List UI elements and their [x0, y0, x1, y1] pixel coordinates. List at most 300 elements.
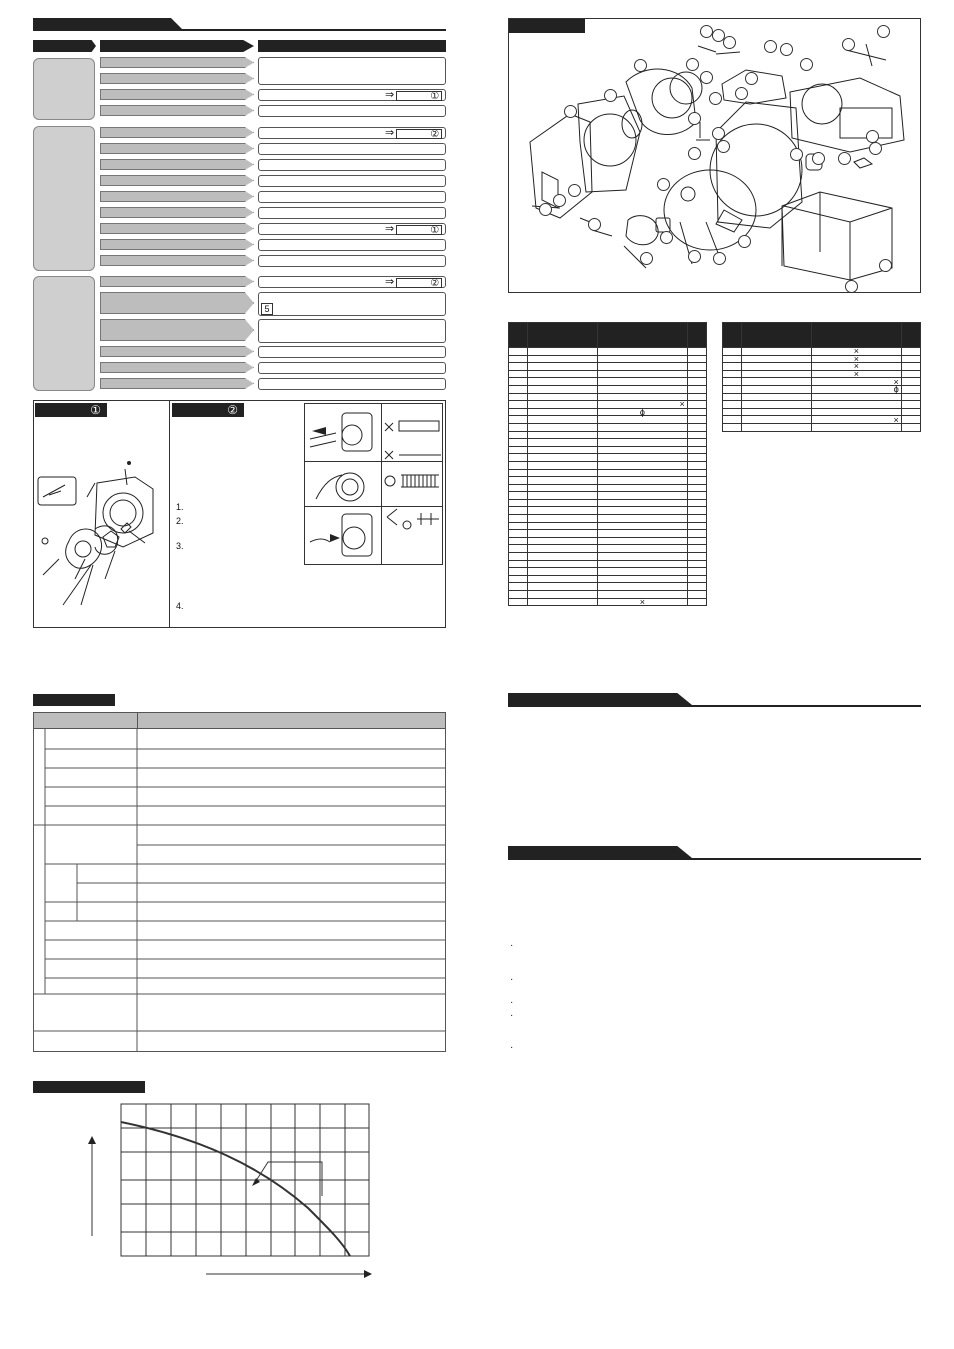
table-cell: [687, 393, 706, 401]
step-2: 2.: [176, 516, 184, 526]
table-cell: [597, 515, 687, 523]
column-header-remedy: [258, 40, 446, 52]
table-cell: [528, 469, 598, 477]
table-cell: [687, 507, 706, 515]
reference-pointer: [385, 277, 442, 288]
remedy-box: [258, 57, 446, 85]
panel-2-number: ②: [227, 403, 238, 417]
parts-table-left: [508, 322, 707, 606]
table-cell: [509, 469, 528, 477]
table-cell: [687, 537, 706, 545]
table-cell: [901, 363, 920, 371]
table-cell: [509, 575, 528, 583]
part-callout: [709, 92, 722, 105]
part-callout: [790, 148, 803, 161]
table-cell: [687, 408, 706, 416]
cause-label: [100, 378, 254, 389]
table-cell: [528, 598, 598, 606]
part-callout: [564, 105, 577, 118]
table-cell: [597, 492, 687, 500]
table-cell: [509, 583, 528, 591]
table-cell: [597, 423, 687, 431]
cause-label: [100, 362, 254, 373]
part-callout: [568, 184, 581, 197]
arrow-right-icon: ⇒: [385, 276, 395, 288]
panel-2-header: [172, 403, 244, 417]
table-cell: [742, 423, 812, 431]
table-cell: [687, 461, 706, 469]
table-cell: [509, 484, 528, 492]
table-cell: [597, 385, 687, 393]
table-cell: ×: [811, 348, 901, 356]
remedy-box: [258, 292, 446, 316]
table-cell: [509, 507, 528, 515]
part-callout: [588, 218, 601, 231]
col-header: [687, 323, 706, 348]
table-cell: [597, 499, 687, 507]
part-callout: [712, 127, 725, 140]
part-callout: [713, 252, 726, 265]
table-cell: [687, 568, 706, 576]
cause-label: [100, 276, 254, 287]
parts-table-right: [722, 322, 921, 432]
table-cell: [528, 393, 598, 401]
table-cell: ×: [811, 363, 901, 371]
table-cell: [687, 431, 706, 439]
table-cell: [687, 416, 706, 424]
table-cell: [597, 348, 687, 356]
cause-label: [100, 159, 254, 170]
part-callout: [800, 58, 813, 71]
table-cell: ×: [811, 355, 901, 363]
part-callout: [845, 280, 858, 293]
arrow-right-icon: ⇒: [385, 127, 395, 139]
table-cell: [528, 477, 598, 485]
bullet: ·: [510, 997, 514, 1008]
table-cell: [509, 545, 528, 553]
table-cell: [687, 355, 706, 363]
table-cell: [509, 378, 528, 386]
part-callout: [686, 58, 699, 71]
table-cell: [901, 348, 920, 356]
part-callout: [688, 250, 701, 263]
spec-table-head-divider: [137, 712, 138, 729]
part-callout: [660, 231, 673, 244]
part-callout: [688, 112, 701, 125]
table-cell: [687, 492, 706, 500]
table-cell: [528, 431, 598, 439]
table-cell: [811, 393, 901, 401]
table-cell: ×: [811, 378, 901, 386]
table-cell: [528, 507, 598, 515]
table-cell: [811, 423, 901, 431]
table-cell: [509, 446, 528, 454]
table-cell: [509, 423, 528, 431]
table-cell: [687, 575, 706, 583]
part-callout: [700, 71, 713, 84]
table-cell: [509, 477, 528, 485]
table-cell: [687, 591, 706, 599]
part-callout: [812, 152, 825, 165]
table-cell: [528, 408, 598, 416]
part-callout: [838, 152, 851, 165]
table-cell: [509, 461, 528, 469]
part-callout: [879, 259, 892, 272]
table-cell: [597, 363, 687, 371]
cause-label: [100, 223, 254, 234]
table-cell: [528, 545, 598, 553]
table-cell: [509, 515, 528, 523]
table-cell: [742, 393, 812, 401]
table-cell: [528, 515, 598, 523]
performance-curve-chart: [80, 1096, 380, 1288]
table-cell: [528, 423, 598, 431]
col-header: [723, 323, 742, 348]
remedy-box: [258, 143, 446, 155]
table-cell: [597, 484, 687, 492]
table-cell: [597, 393, 687, 401]
table-cell: [687, 446, 706, 454]
part-callout: [553, 194, 566, 207]
table-cell: [528, 355, 598, 363]
reference-number: ②: [396, 129, 442, 139]
table-cell: [528, 499, 598, 507]
table-cell: [901, 393, 920, 401]
table-cell: [528, 537, 598, 545]
table-cell: [597, 469, 687, 477]
table-cell: [901, 370, 920, 378]
table-cell: [528, 568, 598, 576]
table-cell: [742, 370, 812, 378]
table-cell: [723, 355, 742, 363]
bullet: ·: [510, 940, 514, 951]
table-cell: [597, 537, 687, 545]
table-cell: [811, 401, 901, 409]
table-cell: [687, 583, 706, 591]
table-cell: [528, 530, 598, 538]
table-cell: [528, 553, 598, 561]
cap-removal-photo: [306, 463, 380, 505]
table-cell: [723, 363, 742, 371]
table-cell: [528, 416, 598, 424]
table-cell: [597, 568, 687, 576]
table-cell: [509, 530, 528, 538]
col-header: [528, 323, 598, 348]
remedy-box: [258, 207, 446, 219]
remedy-box: [258, 255, 446, 267]
table-cell: [597, 553, 687, 561]
table-cell: [742, 355, 812, 363]
cause-label: [100, 127, 254, 138]
part-callout: [723, 36, 736, 49]
step-4: 4.: [176, 601, 184, 611]
table-cell: [687, 522, 706, 530]
table-cell: [687, 553, 706, 561]
table-cell: [509, 537, 528, 545]
column-header-symptom: [33, 40, 96, 52]
part-callout: [604, 89, 617, 102]
cause-label: [100, 346, 254, 357]
remedy-box: [258, 362, 446, 374]
table-cell: [597, 461, 687, 469]
table-cell: ϕ: [811, 385, 901, 393]
table-cell: [742, 378, 812, 386]
table-cell: [687, 469, 706, 477]
table-cell: [509, 431, 528, 439]
table-cell: [742, 363, 812, 371]
col-header: [742, 323, 812, 348]
remedy-box: [258, 159, 446, 171]
table-cell: [528, 378, 598, 386]
table-cell: [742, 408, 812, 416]
table-cell: [687, 499, 706, 507]
table-cell: [509, 370, 528, 378]
part-callout: [866, 130, 879, 143]
cause-label: [100, 239, 254, 250]
table-cell: [509, 568, 528, 576]
table-cell: [509, 439, 528, 447]
part-callout: [780, 43, 793, 56]
table-cell: [687, 477, 706, 485]
column-header-cause: [100, 40, 254, 52]
performance-curve-header: [33, 1081, 145, 1093]
table-cell: [901, 385, 920, 393]
table-cell: [528, 522, 598, 530]
panel-1-header: [35, 403, 107, 417]
table-cell: [509, 553, 528, 561]
table-cell: [528, 575, 598, 583]
table-cell: [597, 583, 687, 591]
table-cell: [901, 401, 920, 409]
table-cell: [528, 461, 598, 469]
remedy-box: [258, 175, 446, 187]
bullet: ·: [510, 1010, 514, 1021]
table-cell: [509, 560, 528, 568]
spec-table-head: [33, 712, 446, 729]
col-header: [811, 323, 901, 348]
table-cell: [687, 454, 706, 462]
table-cell: [687, 560, 706, 568]
table-cell: [528, 439, 598, 447]
table-cell: [528, 484, 598, 492]
specifications-header: [33, 694, 115, 706]
table-cell: [901, 423, 920, 431]
table-cell: [597, 431, 687, 439]
table-cell: [528, 370, 598, 378]
table-cell: [528, 560, 598, 568]
bullet: ·: [510, 1042, 514, 1053]
table-cell: [597, 530, 687, 538]
table-cell: [509, 522, 528, 530]
table-cell: [597, 575, 687, 583]
reference-number: ①: [396, 225, 442, 235]
table-cell: [528, 401, 598, 409]
reference-number: ②: [396, 278, 442, 288]
inline-reference-box: 5: [261, 303, 273, 315]
table-cell: [723, 378, 742, 386]
table-cell: [509, 454, 528, 462]
table-cell: [723, 393, 742, 401]
arrow-right-icon: ⇒: [385, 89, 395, 101]
part-callout: [657, 178, 670, 191]
reference-number: ①: [396, 91, 442, 101]
table-cell: [687, 598, 706, 606]
table-cell: [509, 408, 528, 416]
table-cell: [509, 591, 528, 599]
table-cell: [687, 348, 706, 356]
priming-fill-photo: [306, 508, 380, 564]
cause-label: [100, 191, 254, 202]
table-cell: [901, 378, 920, 386]
table-cell: [901, 355, 920, 363]
table-cell: [509, 598, 528, 606]
table-cell: [528, 385, 598, 393]
part-callout: [634, 59, 647, 72]
symptom-group-1: [33, 58, 95, 120]
table-cell: [597, 507, 687, 515]
part-callout: [539, 203, 552, 216]
table-cell: [723, 423, 742, 431]
table-cell: [528, 583, 598, 591]
part-callout: [842, 38, 855, 51]
table-cell: [723, 416, 742, 424]
remedy-box: [258, 191, 446, 203]
part-callout: [717, 140, 730, 153]
table-cell: [509, 363, 528, 371]
table-cell: ×: [597, 598, 687, 606]
table-cell: [687, 363, 706, 371]
table-cell: [509, 416, 528, 424]
table-cell: [597, 454, 687, 462]
exploded-parts-diagram: [520, 22, 910, 290]
table-cell: [528, 446, 598, 454]
cause-label: [100, 207, 254, 218]
part-callout: [869, 142, 882, 155]
symptom-group-3: [33, 276, 95, 391]
table-cell: ϕ: [597, 408, 687, 416]
table-cell: [901, 416, 920, 424]
table-cell: ×: [811, 370, 901, 378]
table-cell: [597, 477, 687, 485]
part-callout: [738, 235, 751, 248]
table-cell: [723, 385, 742, 393]
table-cell: [597, 522, 687, 530]
table-cell: [597, 370, 687, 378]
table-cell: ×: [811, 416, 901, 424]
table-cell: ×: [597, 401, 687, 409]
table-cell: [687, 484, 706, 492]
table-cell: [723, 348, 742, 356]
table-cell: [901, 408, 920, 416]
table-cell: [723, 401, 742, 409]
remedy-box: [258, 319, 446, 343]
grid-divider: [381, 403, 382, 565]
symptom-group-2: [33, 126, 95, 271]
table-cell: [723, 408, 742, 416]
col-header: [597, 323, 687, 348]
table-cell: [687, 401, 706, 409]
section-header-notes: [508, 846, 692, 858]
part-callout: [735, 87, 748, 100]
table-cell: [528, 363, 598, 371]
table-cell: [597, 378, 687, 386]
table-cell: [687, 385, 706, 393]
section-header-rule: [508, 858, 921, 860]
table-cell: [687, 439, 706, 447]
pump-disassembly-illustration: [35, 455, 165, 615]
table-cell: [528, 492, 598, 500]
table-cell: [742, 348, 812, 356]
table-cell: [597, 446, 687, 454]
hose-removal-photo: [306, 405, 380, 459]
step-1: 1.: [176, 502, 184, 512]
table-cell: [597, 560, 687, 568]
part-callout: [688, 147, 701, 160]
reference-pointer: [385, 224, 442, 235]
arrow-right-icon: ⇒: [385, 223, 395, 235]
table-cell: [597, 439, 687, 447]
table-cell: [509, 401, 528, 409]
table-cell: [687, 423, 706, 431]
table-cell: [742, 401, 812, 409]
part-callout: [745, 72, 758, 85]
col-header: [509, 323, 528, 348]
table-cell: [509, 348, 528, 356]
panel-1-number: ①: [90, 403, 101, 417]
hose-type-icons: [383, 405, 443, 563]
remedy-box: [258, 105, 446, 117]
cause-label: [100, 292, 254, 314]
table-cell: [687, 515, 706, 523]
reference-pointer: [385, 90, 442, 101]
cause-label: [100, 73, 254, 84]
table-cell: [528, 348, 598, 356]
table-cell: [687, 530, 706, 538]
table-cell: [509, 499, 528, 507]
cause-label: [100, 319, 254, 341]
part-callout: [877, 25, 890, 38]
table-cell: [528, 591, 598, 599]
bullet: ·: [510, 974, 514, 985]
table-cell: [597, 545, 687, 553]
table-cell: [742, 385, 812, 393]
reference-pointer: [385, 128, 442, 139]
remedy-box: [258, 378, 446, 390]
cause-label: [100, 255, 254, 266]
table-cell: [811, 408, 901, 416]
panel-divider: [169, 400, 170, 628]
section-header-warranty: [508, 693, 692, 705]
cause-label: [100, 175, 254, 186]
step-3: 3.: [176, 541, 184, 551]
table-cell: [597, 355, 687, 363]
section-header-rule: [508, 705, 921, 707]
remedy-box: [258, 346, 446, 358]
table-cell: [723, 370, 742, 378]
table-cell: [742, 416, 812, 424]
cause-label: [100, 143, 254, 154]
col-header: [901, 323, 920, 348]
table-cell: [528, 454, 598, 462]
table-cell: [509, 385, 528, 393]
table-cell: [509, 355, 528, 363]
table-cell: [687, 370, 706, 378]
table-cell: [509, 492, 528, 500]
spec-table-grid: [33, 729, 446, 1052]
table-cell: [687, 378, 706, 386]
table-cell: [687, 545, 706, 553]
cause-label: [100, 105, 254, 116]
